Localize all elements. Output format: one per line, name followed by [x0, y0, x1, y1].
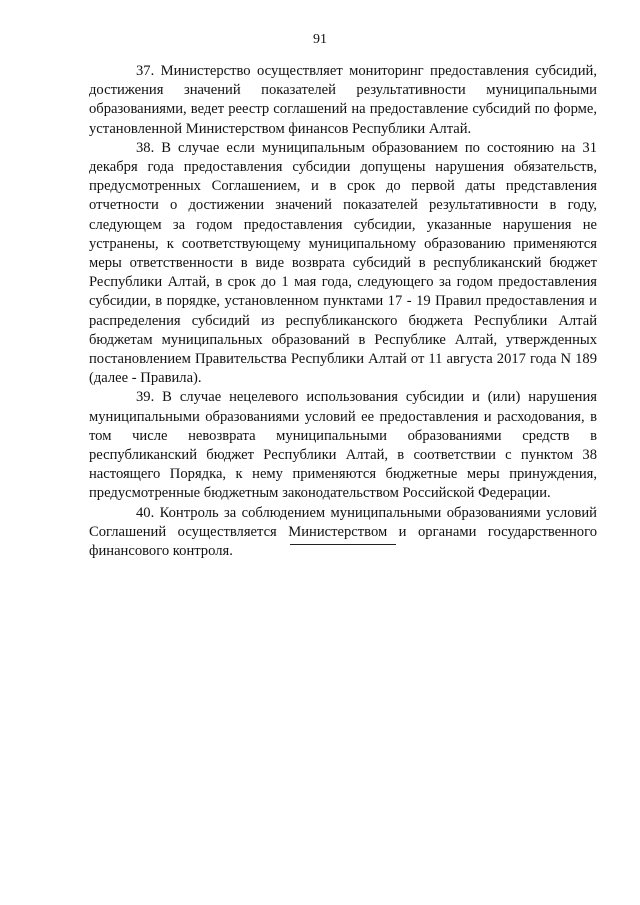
- paragraph-38: 38. В случае если муниципальным образованием по состоянию на 31 декабря года предоставления субсидии допущены нарушения обязательств, предусмотренных Соглашением, и в срок до первой даты представления отчетности о достижении значений показателей результативности в году, следующем за годом предоставления субсидии, указанные нарушения не устранены, к соответствующему муниципальному образованию применяются меры ответственности в виде возврата субсидий в республиканский бюджет Республики Алтай, в срок до 1 мая года, следующего за годом предоставления субсидии, в порядке, установленном пунктами 17 - 19 Правил предоставления и распределения субсидий из республиканского бюджета Республики Алтай бюджетам муниципальных образований в Республике Алтай, утвержденных постановлением Правительства Республики Алтай от 11 августа 2017 года N 189 (далее - Правила).: [89, 139, 597, 387]
- paragraph-37: 37. Министерство осуществляет мониторинг предоставления субсидий, достижения значений показателей результативности муниципальными образованиями, ведет реестр соглашений на предоставление субсидий по форме, установленной Министерством финансов Республики Алтай.: [89, 63, 597, 137]
- page-number: 91: [313, 32, 327, 47]
- document-body: [89, 62, 597, 561]
- paragraph-39: 39. В случае нецелевого использования субсидии и (или) нарушения муниципальными образованиями условий ее предоставления и расходования, в том числе невозврата муниципальными образованиями средств в республиканский бюджет Республики Алтай, в соответствии с пунктом 38 настоящего Порядка, к нему применяются бюджетные меры принуждения, предусмотренные бюджетным законодательством Российской Федерации.: [89, 389, 597, 502]
- end-separator-line: [290, 544, 396, 545]
- paragraph-40: 40. Контроль за соблюдением муниципальными образованиями условий Соглашений осуществляется Министерством и органами государственного финансового контроля.: [89, 504, 597, 560]
